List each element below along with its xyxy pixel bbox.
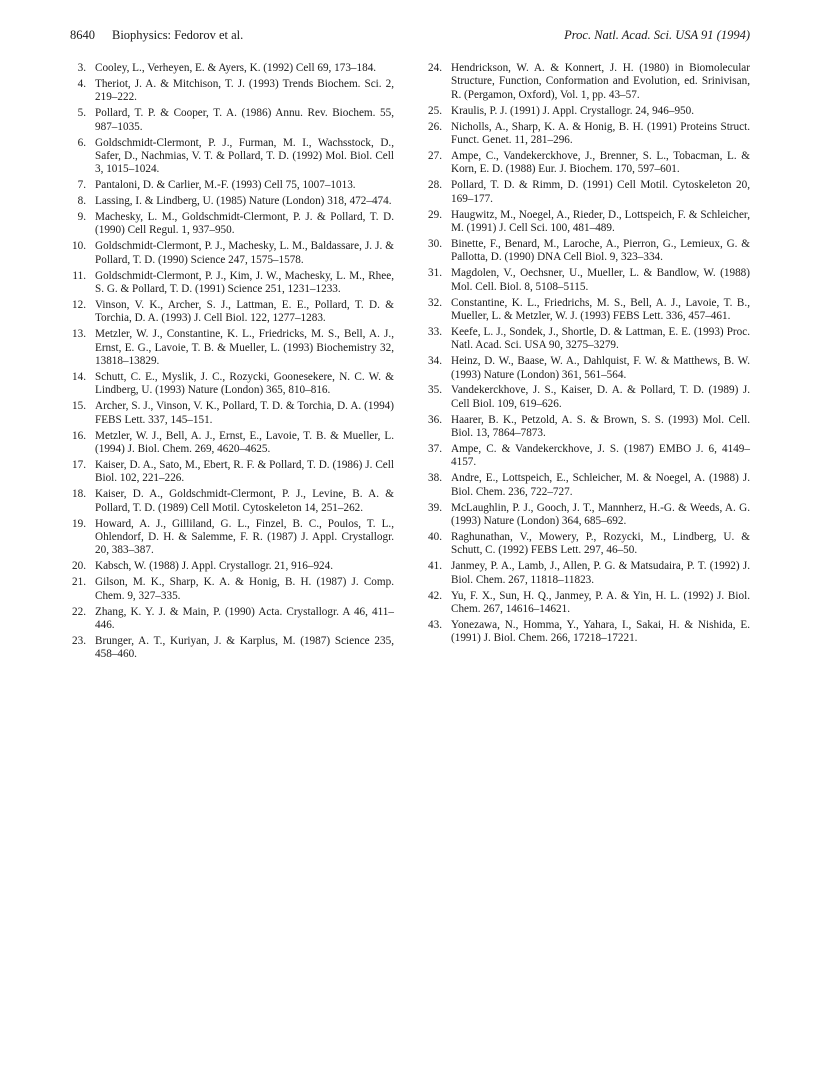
reference-text: Yu, F. X., Sun, H. Q., Janmey, P. A. & Yin, H. L. (1992) J. Biol. Chem. 267, 14616–14621. <box>451 589 750 616</box>
reference-number: 10. <box>72 240 86 253</box>
reference-number: 42. <box>428 589 442 602</box>
reference-text: Pollard, T. P. & Cooper, T. A. (1986) Annu. Rev. Biochem. 55, 987–1035. <box>95 107 394 133</box>
reference-number: 22. <box>72 605 86 618</box>
reference-text: Goldschmidt-Clermont, P. J., Machesky, L. M., Baldassare, J. J. & Pollard, T. D. (1990) Science 247, 1575–1578. <box>95 240 394 266</box>
reference-text: Magdolen, V., Oechsner, U., Mueller, L. & Bandlow, W. (1988) Mol. Cell. Biol. 8, 5108–5115. <box>451 267 750 293</box>
reference-text: Theriot, J. A. & Mitchison, T. J. (1993) Trends Biochem. Sci. 2, 219–222. <box>95 77 394 104</box>
reference-entry <box>426 590 750 617</box>
reference-number: 32. <box>428 296 442 309</box>
reference-entry <box>426 355 750 382</box>
reference-number: 18. <box>72 488 86 501</box>
reference-text: Heinz, D. W., Baase, W. A., Dahlquist, F. W. & Matthews, B. W. (1993) Nature (London) 361, 561–564. <box>451 355 750 381</box>
reference-entry <box>426 105 750 118</box>
reference-number: 15. <box>72 400 86 413</box>
reference-text: Machesky, L. M., Goldschmidt-Clermont, P. J. & Pollard, T. D. (1990) Cell Regul. 1, 937–950. <box>95 211 394 237</box>
reference-entry <box>70 137 394 177</box>
reference-entry <box>426 209 750 236</box>
reference-number: 33. <box>428 325 442 338</box>
reference-text: Kabsch, W. (1988) J. Appl. Crystallogr. 21, 916–924. <box>95 560 334 573</box>
reference-entry <box>70 430 394 457</box>
reference-text: Kaiser, D. A., Sato, M., Ebert, R. F. & Pollard, T. D. (1986) J. Cell Biol. 102, 221–226. <box>95 458 394 485</box>
reference-text: Schutt, C. E., Myslik, J. C., Rozycki, Goonesekere, N. C. W. & Lindberg, U. (1993) Nature (London) 365, 810–816. <box>95 371 394 397</box>
reference-entry <box>70 560 394 573</box>
reference-number: 13. <box>72 328 86 341</box>
reference-number: 31. <box>428 267 442 280</box>
reference-entry <box>426 414 750 441</box>
reference-entry <box>70 606 394 633</box>
reference-number: 40. <box>428 531 442 543</box>
reference-number: 7. <box>77 179 86 192</box>
reference-number: 41. <box>428 560 442 573</box>
reference-text: Metzler, W. J., Constantine, K. L., Friedricks, M. S., Bell, A. J., Ernst, E. G., Lavoie, T. B. & Mueller, L. (1993) Biochemistry 32, 13818–13829. <box>95 328 394 368</box>
reference-entry <box>70 328 394 368</box>
reference-entry <box>426 179 750 206</box>
reference-text: Brunger, A. T., Kuriyan, J. & Karplus, M. (1987) Science 235, 458–460. <box>95 634 394 661</box>
reference-entry <box>426 62 750 102</box>
reference-entry <box>426 326 750 353</box>
reference-text: Ampe, C., Vandekerckhove, J., Brenner, S. L., Tobacman, L. & Korn, E. D. (1988) Eur. J. Biochem. 170, 597–601. <box>451 149 750 176</box>
reference-text: Andre, E., Lottspeich, E., Schleicher, M. & Noegel, A. (1988) J. Biol. Chem. 236, 722–727. <box>451 472 750 498</box>
reference-entry <box>70 211 394 238</box>
reference-text: Gilson, M. K., Sharp, K. A. & Honig, B. H. (1987) J. Comp. Chem. 9, 327–335. <box>95 576 394 602</box>
reference-number: 17. <box>72 458 86 471</box>
reference-number: 37. <box>428 443 442 456</box>
reference-entry <box>70 299 394 326</box>
reference-text: Constantine, K. L., Friedrichs, M. S., Bell, A. J., Lavoie, T. B., Mueller, L. & Metzler, W. J. (1993) FEBS Lett. 336, 457–461. <box>451 296 750 322</box>
section-title: Biophysics: Fedorov et al. <box>112 28 244 42</box>
reference-entry <box>70 270 394 297</box>
reference-text: Binette, F., Benard, M., Laroche, A., Pierron, G., Lemieux, G. & Pallotta, D. (1990) DNA Cell Biol. 9, 323–334. <box>451 237 750 264</box>
reference-text: Metzler, W. J., Bell, A. J., Ernst, E., Lavoie, T. B. & Mueller, L. (1994) J. Biol. Chem. 269, 4620–4625. <box>95 429 394 456</box>
reference-entry <box>70 78 394 105</box>
reference-entry <box>70 240 394 267</box>
reference-entry <box>70 107 394 134</box>
reference-number: 36. <box>428 413 442 426</box>
reference-number: 35. <box>428 384 442 397</box>
reference-text: Yonezawa, N., Homma, Y., Yahara, I., Sakai, H. & Nishida, E. (1991) J. Biol. Chem. 266, 17218–17221. <box>451 618 750 645</box>
reference-number: 11. <box>72 269 86 282</box>
reference-number: 30. <box>428 237 442 250</box>
reference-text: McLaughlin, P. J., Gooch, J. T., Mannherz, H.-G. & Weeds, A. G. (1993) Nature (London) 364, 685–692. <box>451 501 750 528</box>
reference-text: Vandekerckhove, J. S., Kaiser, D. A. & Pollard, T. D. (1989) J. Cell Biol. 109, 619–626. <box>451 384 750 410</box>
reference-entry <box>426 531 750 558</box>
reference-number: 24. <box>428 62 442 74</box>
reference-entry <box>426 384 750 411</box>
journal-citation: Proc. Natl. Acad. Sci. USA 91 (1994) <box>564 28 750 42</box>
reference-number: 3. <box>77 62 86 74</box>
page-number: 8640 <box>70 28 95 42</box>
reference-number: 29. <box>428 208 442 221</box>
reference-entry <box>70 400 394 427</box>
reference-number: 25. <box>428 104 442 117</box>
reference-text: Kaiser, D. A., Goldschmidt-Clermont, P. J., Levine, B. A. & Pollard, T. D. (1989) Cell Motil. Cytoskeleton 14, 251–262. <box>95 488 394 514</box>
reference-number: 5. <box>77 107 86 120</box>
running-header <box>70 28 750 44</box>
reference-text: Goldschmidt-Clermont, P. J., Furman, M. I., Wachsstock, D., Safer, D., Nachmias, V. T. & Pollard, T. D. (1992) Mol. Biol. Cell 3, 1015–1024. <box>95 136 394 176</box>
reference-text: Haugwitz, M., Noegel, A., Rieder, D., Lottspeich, F. & Schleicher, M. (1991) J. Cell Sci. 100, 481–489. <box>451 208 750 234</box>
reference-entry <box>426 560 750 587</box>
reference-entry <box>426 121 750 148</box>
reference-entry <box>70 635 394 662</box>
reference-text: Haarer, B. K., Petzold, A. S. & Brown, S. S. (1993) Mol. Cell. Biol. 13, 7864–7873. <box>451 413 750 440</box>
reference-entry <box>70 518 394 558</box>
reference-text: Janmey, P. A., Lamb, J., Allen, P. G. & Matsudaira, P. T. (1992) J. Biol. Chem. 267, 11818–11823. <box>451 560 750 586</box>
reference-number: 19. <box>72 517 86 530</box>
reference-number: 16. <box>72 429 86 442</box>
reference-text: Cooley, L., Verheyen, E. & Ayers, K. (1992) Cell 69, 173–184. <box>95 62 377 74</box>
reference-entry <box>426 502 750 529</box>
reference-entry <box>70 371 394 398</box>
reference-entry <box>426 472 750 499</box>
reference-number: 38. <box>428 472 442 485</box>
reference-text: Vinson, V. K., Archer, S. J., Lattman, E. E., Pollard, T. D. & Torchia, D. A. (1993) J. Cell Biol. 122, 1277–1283. <box>95 299 394 325</box>
reference-entry <box>70 195 394 208</box>
reference-entry <box>426 297 750 324</box>
reference-text: Kraulis, P. J. (1991) J. Appl. Crystallogr. 24, 946–950. <box>451 104 695 117</box>
reference-entry <box>426 443 750 470</box>
reference-text: Archer, S. J., Vinson, V. K., Pollard, T. D. & Torchia, D. A. (1994) FEBS Lett. 337, 145–151. <box>95 400 394 426</box>
reference-text: Pollard, T. D. & Rimm, D. (1991) Cell Motil. Cytoskeleton 20, 169–177. <box>451 179 750 205</box>
reference-entry <box>426 619 750 646</box>
reference-text: Raghunathan, V., Mowery, P., Rozycki, M., Lindberg, U. & Schutt, C. (1992) FEBS Lett. 297, 46–50. <box>451 531 750 557</box>
reference-number: 43. <box>428 618 442 631</box>
reference-number: 23. <box>72 634 86 647</box>
reference-text: Zhang, K. Y. J. & Main, P. (1990) Acta. Crystallogr. A 46, 411–446. <box>95 605 394 631</box>
reference-text: Howard, A. J., Gilliland, G. L., Finzel, B. C., Poulos, T. L., Ohlendorf, D. H. & Salemme, F. R. (1987) J. Appl. Crystallogr. 20, 383–387. <box>95 517 394 557</box>
reference-entry <box>70 488 394 515</box>
reference-entry <box>70 62 394 75</box>
reference-number: 39. <box>428 501 442 514</box>
reference-number: 21. <box>72 576 86 589</box>
references-right-column <box>426 62 750 648</box>
reference-text: Pantaloni, D. & Carlier, M.-F. (1993) Cell 75, 1007–1013. <box>95 179 356 192</box>
reference-text: Goldschmidt-Clermont, P. J., Kim, J. W., Machesky, L. M., Rhee, S. G. & Pollard, T. D. (1991) Science 251, 1231–1233. <box>95 269 394 296</box>
reference-number: 26. <box>428 120 442 133</box>
reference-number: 27. <box>428 149 442 162</box>
reference-number: 20. <box>72 560 86 573</box>
reference-number: 28. <box>428 179 442 192</box>
reference-text: Ampe, C. & Vandekerckhove, J. S. (1987) EMBO J. 6, 4149–4157. <box>451 443 750 469</box>
reference-number: 12. <box>72 299 86 311</box>
reference-number: 6. <box>77 136 86 149</box>
reference-number: 4. <box>77 77 86 90</box>
reference-entry <box>70 459 394 486</box>
reference-number: 8. <box>77 195 86 208</box>
reference-number: 14. <box>72 371 86 384</box>
reference-entry <box>426 238 750 265</box>
reference-text: Nicholls, A., Sharp, K. A. & Honig, B. H. (1991) Proteins Struct. Funct. Genet. 11, 281–296. <box>451 120 750 147</box>
reference-text: Lassing, I. & Lindberg, U. (1985) Nature (London) 318, 472–474. <box>95 195 392 208</box>
reference-number: 9. <box>77 211 86 224</box>
reference-entry <box>70 576 394 603</box>
reference-number: 34. <box>428 355 442 368</box>
references-left-column <box>70 62 394 664</box>
reference-entry <box>70 179 394 192</box>
reference-text: Keefe, L. J., Sondek, J., Shortle, D. & Lattman, E. E. (1993) Proc. Natl. Acad. Sci. USA 90, 3275–3279. <box>451 325 750 352</box>
reference-entry <box>426 267 750 294</box>
reference-entry <box>426 150 750 177</box>
reference-text: Hendrickson, W. A. & Konnert, J. H. (1980) in Biomolecular Structure, Function, Conformation and Evolution, ed. Srinivisan, R. (Pergamon, Oxford), Vol. 1, pp. 43–57. <box>451 62 750 101</box>
